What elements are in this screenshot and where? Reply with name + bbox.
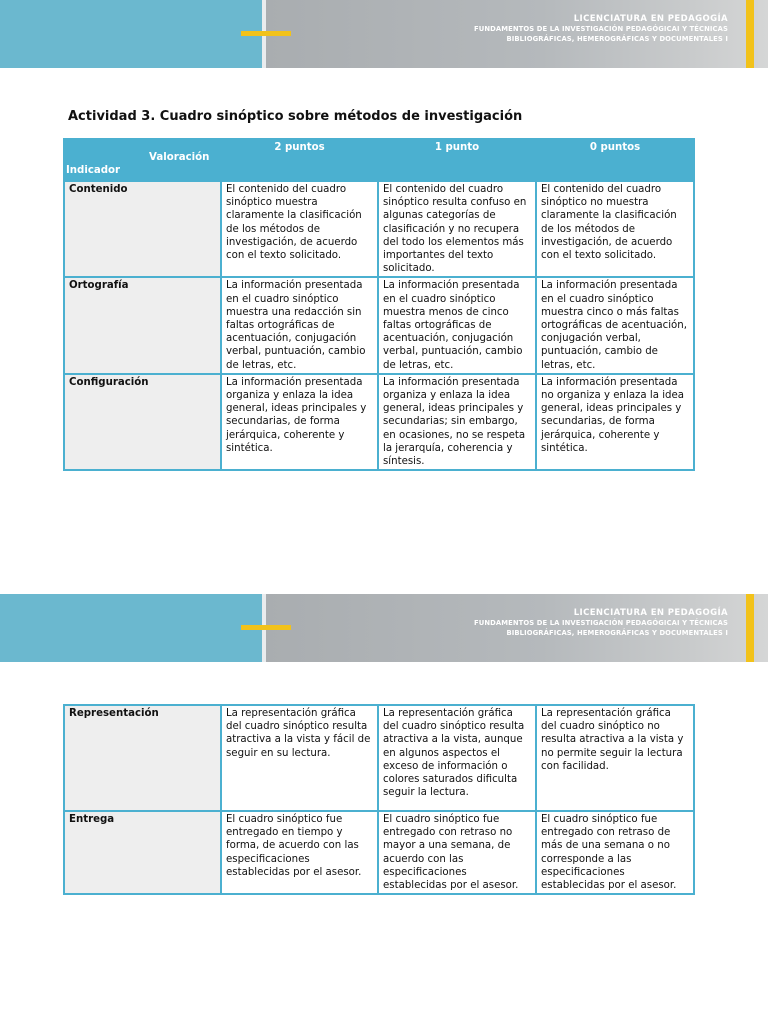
criterion-cell: La información presentada organiza y enlaza la idea general, ideas principales y secundarias, de forma jerárquica, coherente y sintética.: [221, 374, 378, 470]
indicator-cell: Representación: [64, 705, 221, 811]
header-0-puntos: 0 puntos: [536, 139, 694, 181]
indicator-cell: Entrega: [64, 811, 221, 894]
course-title-line1: FUNDAMENTOS DE LA INVESTIGACIÓN PEDAGÓGICAI Y TÉCNICAS: [474, 25, 728, 33]
criterion-cell: La información presentada en el cuadro sinóptico muestra una redacción sin faltas ortográficas de acentuación, conjugación verbal, puntuación, cambio de letras, etc.: [221, 277, 378, 373]
criterion-cell: La información presentada en el cuadro sinóptico muestra cinco o más faltas ortográficas de acentuación, conjugación verbal, puntuación, cambio de letras, etc.: [536, 277, 694, 373]
header-corner-cell: [64, 139, 221, 181]
criterion-cell: El contenido del cuadro sinóptico no muestra claramente la clasificación de los métodos de investigación, de acuerdo con el texto solicitado.: [536, 181, 694, 277]
criterion-cell: El cuadro sinóptico fue entregado con retraso de más de una semana o no corresponde a las especificaciones establecidas por el asesor.: [536, 811, 694, 894]
indicador-label: Indicador: [66, 165, 121, 176]
criterion-cell: El cuadro sinóptico fue entregado con retraso no mayor a una semana, de acuerdo con las especificaciones establecidas por el asesor.: [378, 811, 536, 894]
table-row: [64, 811, 694, 894]
criterion-cell: El contenido del cuadro sinóptico resulta confuso en algunas categorías de clasificación y no recupera del todo los elementos más importantes del texto solicitado.: [378, 181, 536, 277]
criterion-cell: El contenido del cuadro sinóptico muestra claramente la clasificación de los métodos de investigación, de acuerdo con el texto solicitado.: [221, 181, 378, 277]
rubric-header-row: [64, 139, 694, 181]
banner-accent-dash: [241, 31, 291, 36]
banner-blue-block: [0, 0, 262, 68]
criterion-cell: La representación gráfica del cuadro sinóptico no resulta atractiva a la vista y no permite seguir la lectura con facilidad.: [536, 705, 694, 811]
criterion-cell: El cuadro sinóptico fue entregado en tiempo y forma, de acuerdo con las especificaciones establecidas por el asesor.: [221, 811, 378, 894]
criterion-cell: La información presentada organiza y enlaza la idea general, ideas principales y secundarias; sin embargo, en ocasiones, no se respeta la jerarquía, coherencia y síntesis.: [378, 374, 536, 470]
banner-titles: [474, 14, 728, 44]
rubric-table-continued: [63, 704, 695, 895]
program-title: LICENCIATURA EN PEDAGOGÍA: [573, 14, 728, 24]
banner-accent-bar: [746, 594, 754, 662]
rubric-table: [63, 138, 695, 471]
table-row: [64, 374, 694, 470]
table-row: [64, 277, 694, 373]
activity-heading: Actividad 3. Cuadro sinóptico sobre métodos de investigación: [68, 109, 523, 124]
valoracion-label: Valoración: [149, 152, 210, 163]
criterion-cell: La representación gráfica del cuadro sinóptico resulta atractiva a la vista, aunque en algunos aspectos el exceso de información o colores saturados dificulta seguir la lectura.: [378, 705, 536, 811]
criterion-cell: La información presentada no organiza y enlaza la idea general, ideas principales y secundarias, de forma jerárquica, coherente y sintética.: [536, 374, 694, 470]
indicator-cell: Configuración: [64, 374, 221, 470]
banner-accent-bar: [746, 0, 754, 68]
banner-blue-block: [0, 594, 262, 662]
header-1-punto: 1 punto: [378, 139, 536, 181]
criterion-cell: La representación gráfica del cuadro sinóptico resulta atractiva a la vista y fácil de seguir en su lectura.: [221, 705, 378, 811]
table-row: [64, 181, 694, 277]
banner-titles: [474, 608, 728, 638]
course-title-line2: BIBLIOGRÁFICAS, HEMEROGRÁFICAS Y DOCUMENTALES I: [506, 628, 728, 637]
header-2-puntos: 2 puntos: [221, 139, 378, 181]
table-row: [64, 705, 694, 811]
banner-accent-dash: [241, 625, 291, 630]
indicator-cell: Contenido: [64, 181, 221, 277]
page-banner: [0, 0, 768, 68]
page-banner: [0, 594, 768, 662]
course-title-line2: BIBLIOGRÁFICAS, HEMEROGRÁFICAS Y DOCUMENTALES I: [506, 34, 728, 43]
program-title: LICENCIATURA EN PEDAGOGÍA: [573, 608, 728, 618]
criterion-cell: La información presentada en el cuadro sinóptico muestra menos de cinco faltas ortográficas de acentuación, conjugación verbal, puntuación, cambio de letras, etc.: [378, 277, 536, 373]
indicator-cell: Ortografía: [64, 277, 221, 373]
course-title-line1: FUNDAMENTOS DE LA INVESTIGACIÓN PEDAGÓGICAI Y TÉCNICAS: [474, 619, 728, 627]
